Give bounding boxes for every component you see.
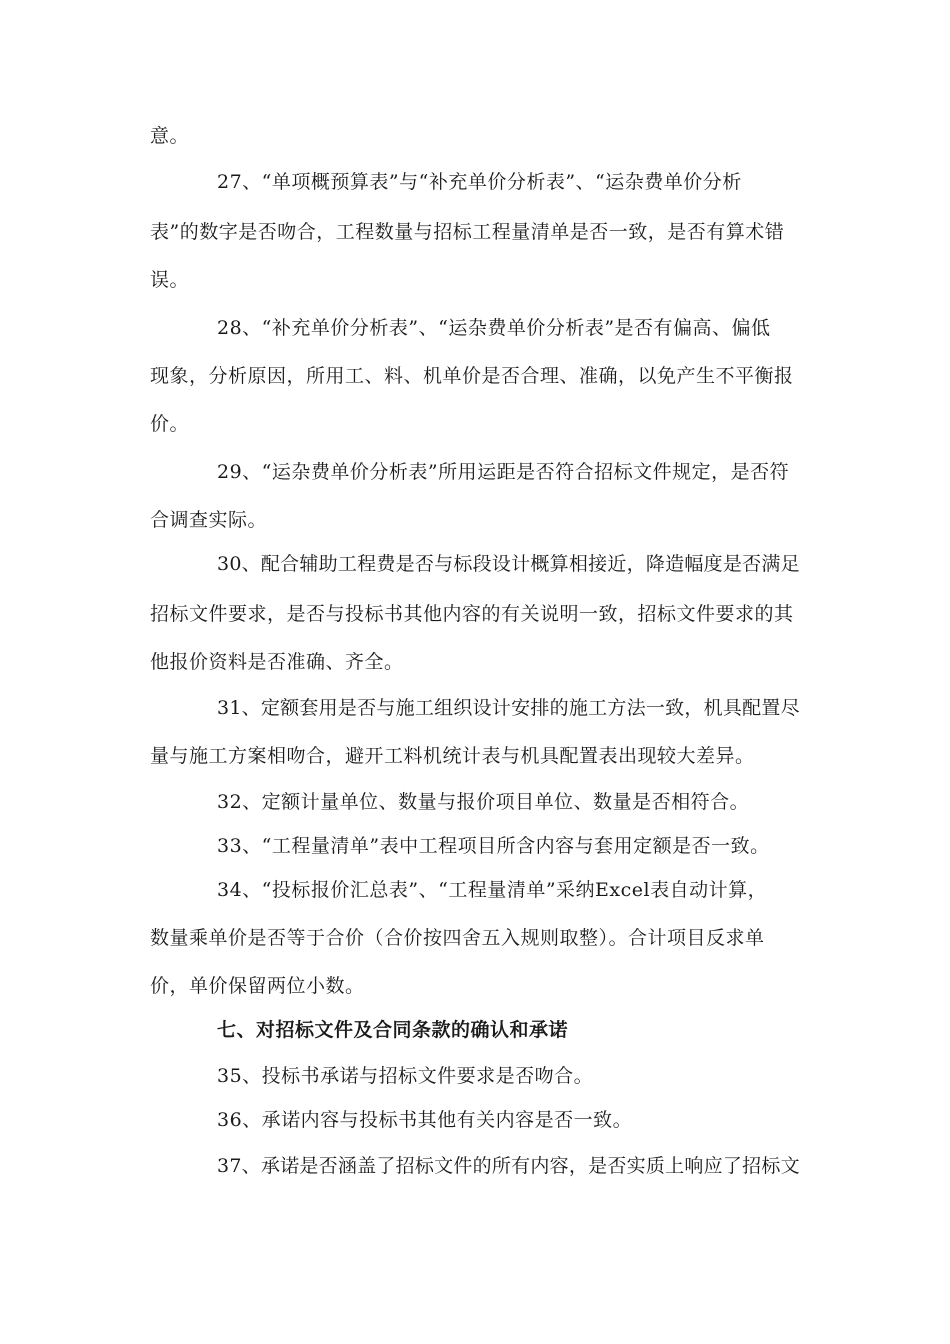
section-heading: 七、对招标文件及合同条款的确认和承诺 — [217, 1019, 569, 1041]
text-line: 误。 — [150, 269, 190, 291]
text-line: 价，单价保留两位小数。 — [150, 975, 365, 997]
text-line: 量与施工方案相吻合，避开工料机统计表与机具配置表出现较大差异。 — [150, 745, 755, 767]
text-line: 31、定额套用是否与施工组织设计安排的施工方法一致，机具配置尽 — [217, 697, 800, 719]
text-line: 他报价资料是否准确、齐全。 — [150, 651, 404, 673]
text-line: 30、配合辅助工程费是否与标段设计概算相接近，降造幅度是否满足 — [217, 553, 800, 575]
text-line: 招标文件要求，是否与投标书其他内容的有关说明一致，招标文件要求的其 — [150, 603, 794, 625]
text-line: 37、承诺是否涵盖了招标文件的所有内容，是否实质上响应了招标文 — [217, 1155, 800, 1177]
text-line: 价。 — [150, 413, 190, 435]
text-line: 意。 — [150, 125, 190, 147]
text-line: 29、“运杂费单价分析表”所用运距是否符合招标文件规定，是否符 — [217, 461, 790, 483]
text-line: 现象，分析原因，所用工、料、机单价是否合理、准确，以免产生不平衡报 — [150, 365, 794, 387]
text-line: 32、定额计量单位、数量与报价项目单位、数量是否相符合。 — [217, 791, 750, 813]
text-line: 数量乘单价是否等于合价（合价按四舍五入规则取整）。合计项目反求单 — [150, 927, 765, 949]
text-line: 34、“投标报价汇总表”、“工程量清单”采纳Excel表自动计算， — [217, 879, 768, 901]
text-line: 27、“单项概预算表”与“补充单价分析表”、“运杂费单价分析 — [217, 171, 742, 193]
text-line: 28、“补充单价分析表”、“运杂费单价分析表”是否有偏高、偏低 — [217, 317, 771, 339]
text-line: 33、“工程量清单”表中工程项目所含内容与套用定额是否一致。 — [217, 835, 770, 857]
text-line: 36、承诺内容与投标书其他有关内容是否一致。 — [217, 1109, 633, 1131]
text-line: 35、投标书承诺与招标文件要求是否吻合。 — [217, 1065, 594, 1087]
text-line: 表”的数字是否吻合，工程数量与招标工程量清单是否一致，是否有算术错 — [150, 221, 785, 243]
text-line: 合调查实际。 — [150, 509, 268, 531]
